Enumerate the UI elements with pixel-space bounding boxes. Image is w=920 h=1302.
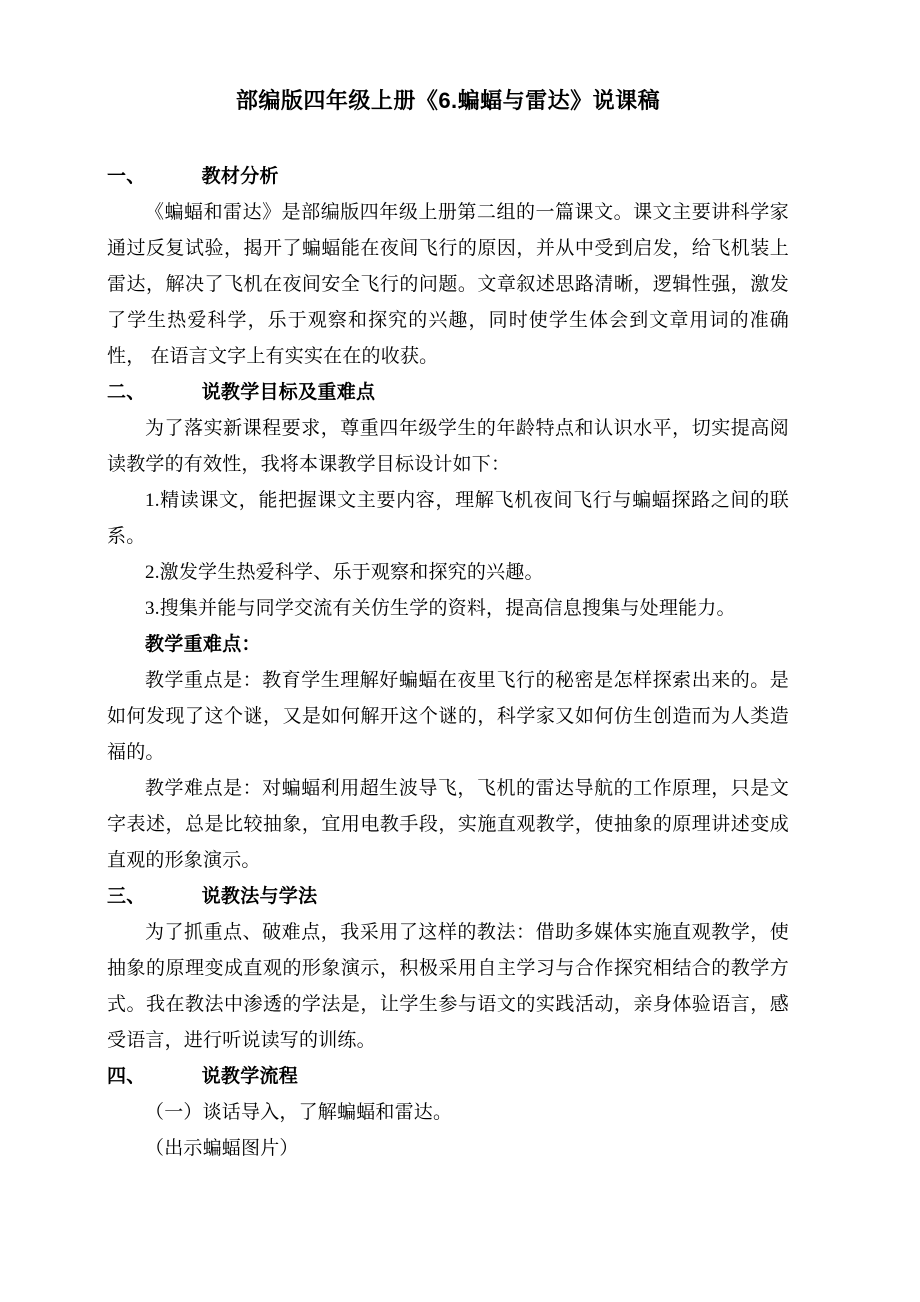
body-paragraph: （出示蝙蝠图片） [145, 1137, 299, 1159]
body-paragraph: 1.精读课文，能把握课文主要内容，理解飞机夜间飞行与蝙蝠探路之间的联系。 [107, 489, 789, 547]
section-heading [107, 879, 789, 915]
section-number: 三、 [107, 885, 146, 907]
section-number: 四、 [107, 1065, 146, 1087]
body-paragraph: 为了落实新课程要求，尊重四年级学生的年龄特点和认识水平，切实提高阅读教学的有效性，我将本课教学目标设计如下： [107, 417, 789, 475]
body-paragraph: 《蝙蝠和雷达》是部编版四年级上册第二组的一篇课文。课文主要讲科学家通过反复试验，揭开了蝙蝠能在夜间飞行的原因，并从中受到启发，给飞机装上雷达，解决了飞机在夜间安全飞行的问题。文章叙述思路清晰，逻辑性强，激发了学生热爱科学，乐于观察和探究的兴趣，同时使学生体会到文章用词的准确性， 在语言文字上有实实在在的收获。 [107, 201, 789, 367]
body-paragraph: 为了抓重点、破难点，我采用了这样的教法：借助多媒体实施直观教学，使抽象的原理变成直观的形象演示，积极采用自主学习与合作探究相结合的教学方式。我在教法中渗透的学法是，让学生参与语文的实践活动，亲身体验语言，感受语言，进行听说读写的训练。 [107, 921, 789, 1051]
section-heading [107, 159, 789, 195]
sub-heading: 教学重难点： [145, 633, 261, 655]
section-heading-label: 教材分析 [201, 165, 279, 187]
section-heading-label: 说教学目标及重难点 [201, 381, 376, 403]
section-heading [107, 1059, 789, 1095]
document-body [107, 159, 789, 1167]
section-number: 一、 [107, 165, 146, 187]
body-paragraph: 教学难点是：对蝙蝠利用超生波导飞，飞机的雷达导航的工作原理，只是文字表述，总是比较抽象，宜用电教手段，实施直观教学，使抽象的原理讲述变成直观的形象演示。 [107, 777, 789, 871]
body-paragraph: 3.搜集并能与同学交流有关仿生学的资料，提高信息搜集与处理能力。 [145, 597, 736, 619]
section-heading-label: 说教学流程 [201, 1065, 299, 1087]
section-number: 二、 [107, 381, 146, 403]
page-title: 部编版四年级上册《6.蝙蝠与雷达》说课稿 [235, 88, 661, 113]
document-content [107, 0, 789, 1167]
title-spacer [107, 117, 789, 159]
body-paragraph: 教学重点是：教育学生理解好蝙蝠在夜里飞行的秘密是怎样探索出来的。是如何发现了这个谜，又是如何解开这个谜的，科学家又如何仿生创造而为人类造福的。 [107, 669, 789, 763]
body-paragraph: （一）谈话导入，了解蝙蝠和雷达。 [145, 1101, 453, 1123]
section-heading [107, 375, 789, 411]
section-heading-label: 说教法与学法 [201, 885, 318, 907]
body-paragraph: 2.激发学生热爱科学、乐于观察和探究的兴趣。 [145, 561, 544, 583]
